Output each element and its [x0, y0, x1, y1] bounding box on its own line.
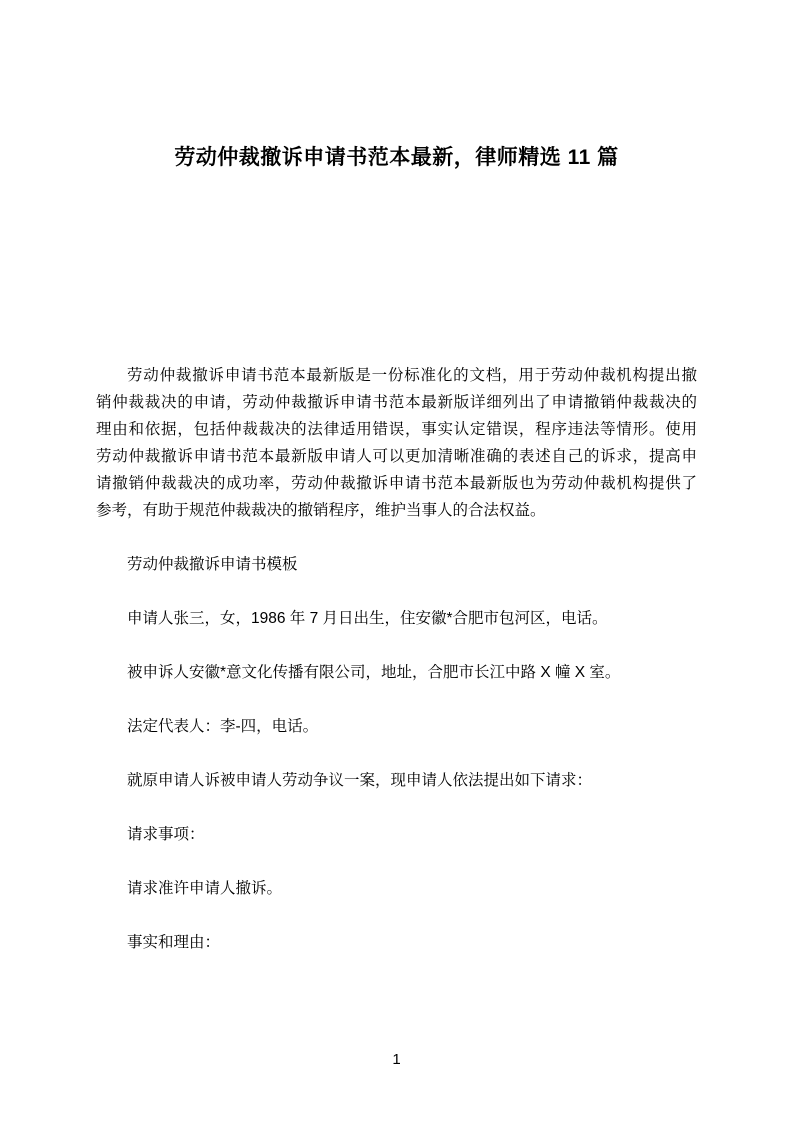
case-statement-line: 就原申请人诉被申请人劳动争议一案，现申请人依法提出如下请求：	[127, 772, 593, 789]
facts-reasons-label: 事实和理由：	[127, 934, 221, 951]
document-title: 劳动仲裁撤诉申请书范本最新，律师精选 11 篇	[174, 146, 619, 169]
applicant-line: 申请人张三，女，1986 年 7 月日出生，住安徽*合肥市包河区，电话。	[127, 610, 608, 627]
intro-line-4: 劳动仲裁撤诉申请书范本最新版申请人可以更加清晰准确的表述自己的诉求，提高申	[96, 448, 697, 465]
template-heading: 劳动仲裁撤诉申请书模板	[127, 556, 298, 573]
intro-line-6: 参考，有助于规范仲裁裁决的撤销程序，维护当事人的合法权益。	[96, 502, 546, 519]
intro-line-3: 理由和依据，包括仲裁裁决的法律适用错误，事实认定错误，程序违法等情形。使用	[96, 421, 697, 438]
intro-line-5: 请撤销仲裁裁决的成功率，劳动仲裁撤诉申请书范本最新版也为劳动仲裁机构提供了	[96, 475, 697, 492]
request-content-line: 请求准许申请人撤诉。	[127, 880, 283, 897]
legal-representative-line: 法定代表人：李-四，电话。	[127, 718, 319, 735]
page-number: 1	[392, 1051, 401, 1068]
intro-line-1: 劳动仲裁撤诉申请书范本最新版是一份标准化的文档，用于劳动仲裁机构提出撤	[127, 367, 697, 384]
intro-line-2: 销仲裁裁决的申请，劳动仲裁撤诉申请书范本最新版详细列出了申请撤销仲裁裁决的	[96, 394, 697, 411]
respondent-line: 被申诉人安徽*意文化传播有限公司，地址，合肥市长江中路 X 幢 X 室。	[127, 664, 621, 681]
request-items-label: 请求事项：	[127, 826, 205, 843]
intro-paragraph	[96, 362, 697, 524]
